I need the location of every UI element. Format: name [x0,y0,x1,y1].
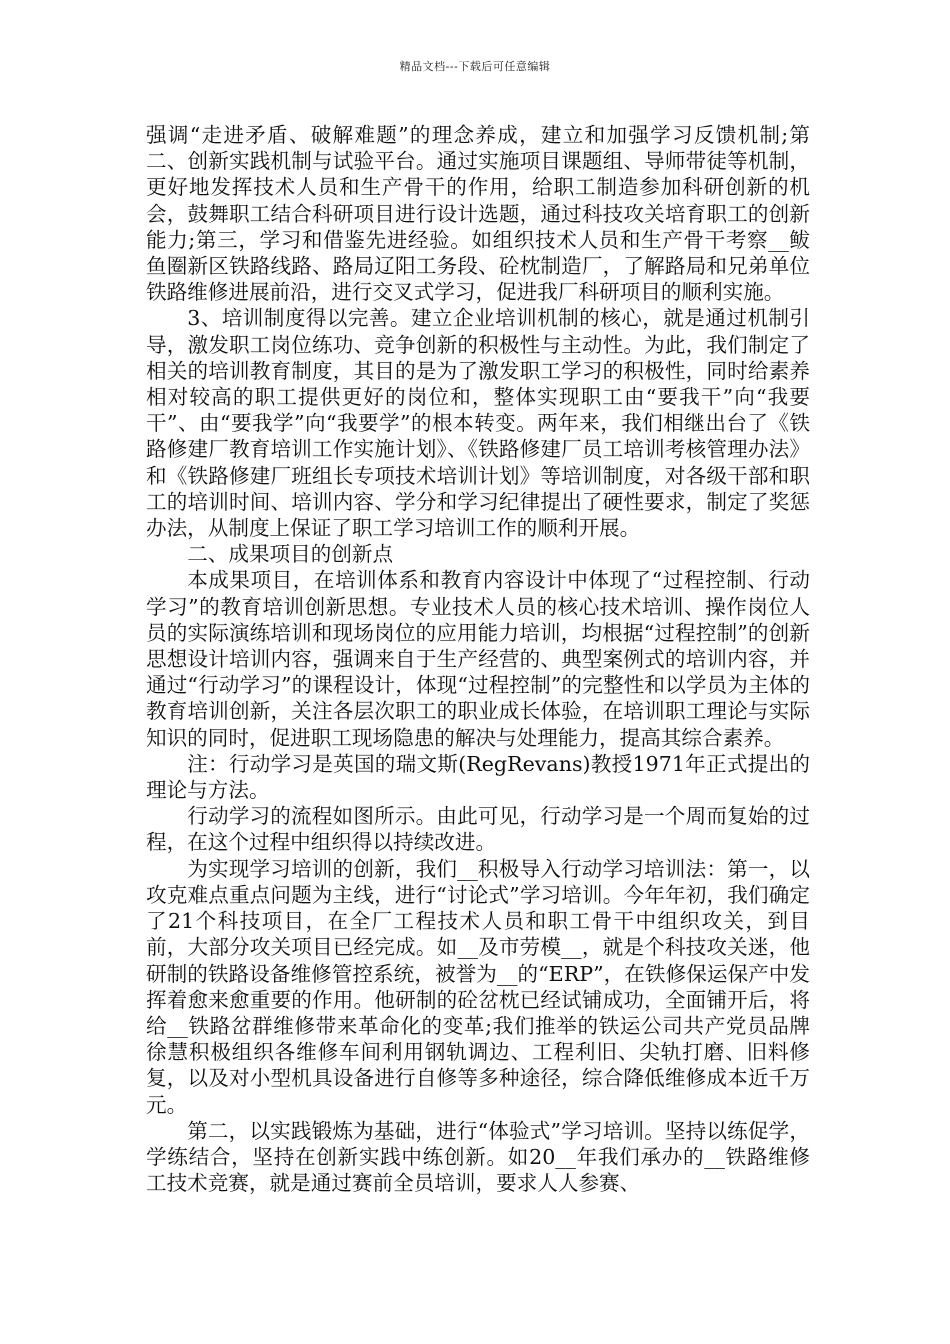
paragraph-note: 注：行动学习是英国的瑞文斯(RegRevans)教授1971年正式提出的理论与方法。 [146,751,810,803]
paragraph-continuation: 强调“走进矛盾、破解难题”的理念养成，建立和加强学习反馈机制;第二、创新实践机制与试验平台。通过实施项目课题组、导师带徒等机制，更好地发挥技术人员和生产骨干的作用，给职工制造参加科研创新的机会，鼓舞职工结合科研项目进行设计选题，通过科技攻关培育职工的创新能力;第三，学习和借鉴先进经验。如组织技术人员和生产骨干考察__鲅鱼圈新区铁路线路、路局辽阳工务段、砼枕制造厂，了解路局和兄弟单位铁路维修进展前沿，进行交叉式学习，促进我厂科研项目的顺利实施。 [146,123,810,305]
paragraph-process: 行动学习的流程如图所示。由此可见，行动学习是一个周而复始的过程，在这个过程中组织得以持续改进。 [146,804,810,855]
paragraph-method-one: 为实现学习培训的创新，我们__积极导入行动学习培训法：第一，以攻克难点重点问题为主线，进行“讨论式”学习培训。今年年初，我们确定了21个科技项目，在全厂工程技术人员和职工骨干中组织攻关，到目前，大部分攻关项目已经完成。如__及市劳模__，就是个科技攻关迷，他研制的铁路设备维修管控系统，被誉为__的“ERP”，在铁修保运保产中发挥着愈来愈重要的作用。他研制的砼岔枕已经试铺成功，全面铺开后，将给__铁路岔群维修带来革命化的变革;我们推举的铁运公司共产党员品牌徐慧积极组织各维修车间利用钢轨调边、工程利旧、尖轨打磨、旧料修复，以及对小型机具设备进行自修等多种途径，综合降低维修成本近千万元。 [146,856,810,1117]
paragraph-training-system: 3、培训制度得以完善。建立企业培训机制的核心，就是通过机制引导，激发职工岗位练功、竞争创新的积极性与主动性。为此，我们制定了相关的培训教育制度，其目的是为了激发职工学习的积极性，同时给素养相对较高的职工提供更好的岗位和，整体实现职工由“要我干”向“我要干”、由“要我学”向“我要学”的根本转变。两年来，我们相继出台了《铁路修建厂教育培训工作实施计划》、《铁路修建厂员工培训考核管理办法》和《铁路修建厂班组长专项技术培训计划》等培训制度，对各级干部和职工的培训时间、培训内容、学分和学习纪律提出了硬性要求，制定了奖惩办法，从制度上保证了职工学习培训工作的顺利开展。 [146,306,810,541]
section-heading: 二、成果项目的创新点 [187,542,394,567]
page-header: 精品文档---下载后可任意编辑 [399,60,551,73]
document-body [146,122,810,1196]
paragraph-innovation: 本成果项目，在培训体系和教育内容设计中体现了“过程控制、行动学习”的教育培训创新思想。专业技术人员的核心技术培训、操作岗位人员的实际演练培训和现场岗位的应用能力培训，均根据“过程控制”的创新思想设计培训内容，强调来自于生产经营的、典型案例式的培训内容，并通过“行动学习”的课程设计，体现“过程控制”的完整性和以学员为主体的教育培训创新，关注各层次职工的职业成长体验，在培训职工理论与实际知识的同时，促进职工现场隐患的解决与处理能力，提高其综合素养。 [146,568,810,750]
paragraph-method-two: 第二，以实践锻炼为基础，进行“体验式”学习培训。坚持以练促学，学练结合，坚持在创新实践中练创新。如20__年我们承办的__铁路维修工技术竞赛，就是通过赛前全员培训，要求人人参赛、 [146,1118,810,1196]
